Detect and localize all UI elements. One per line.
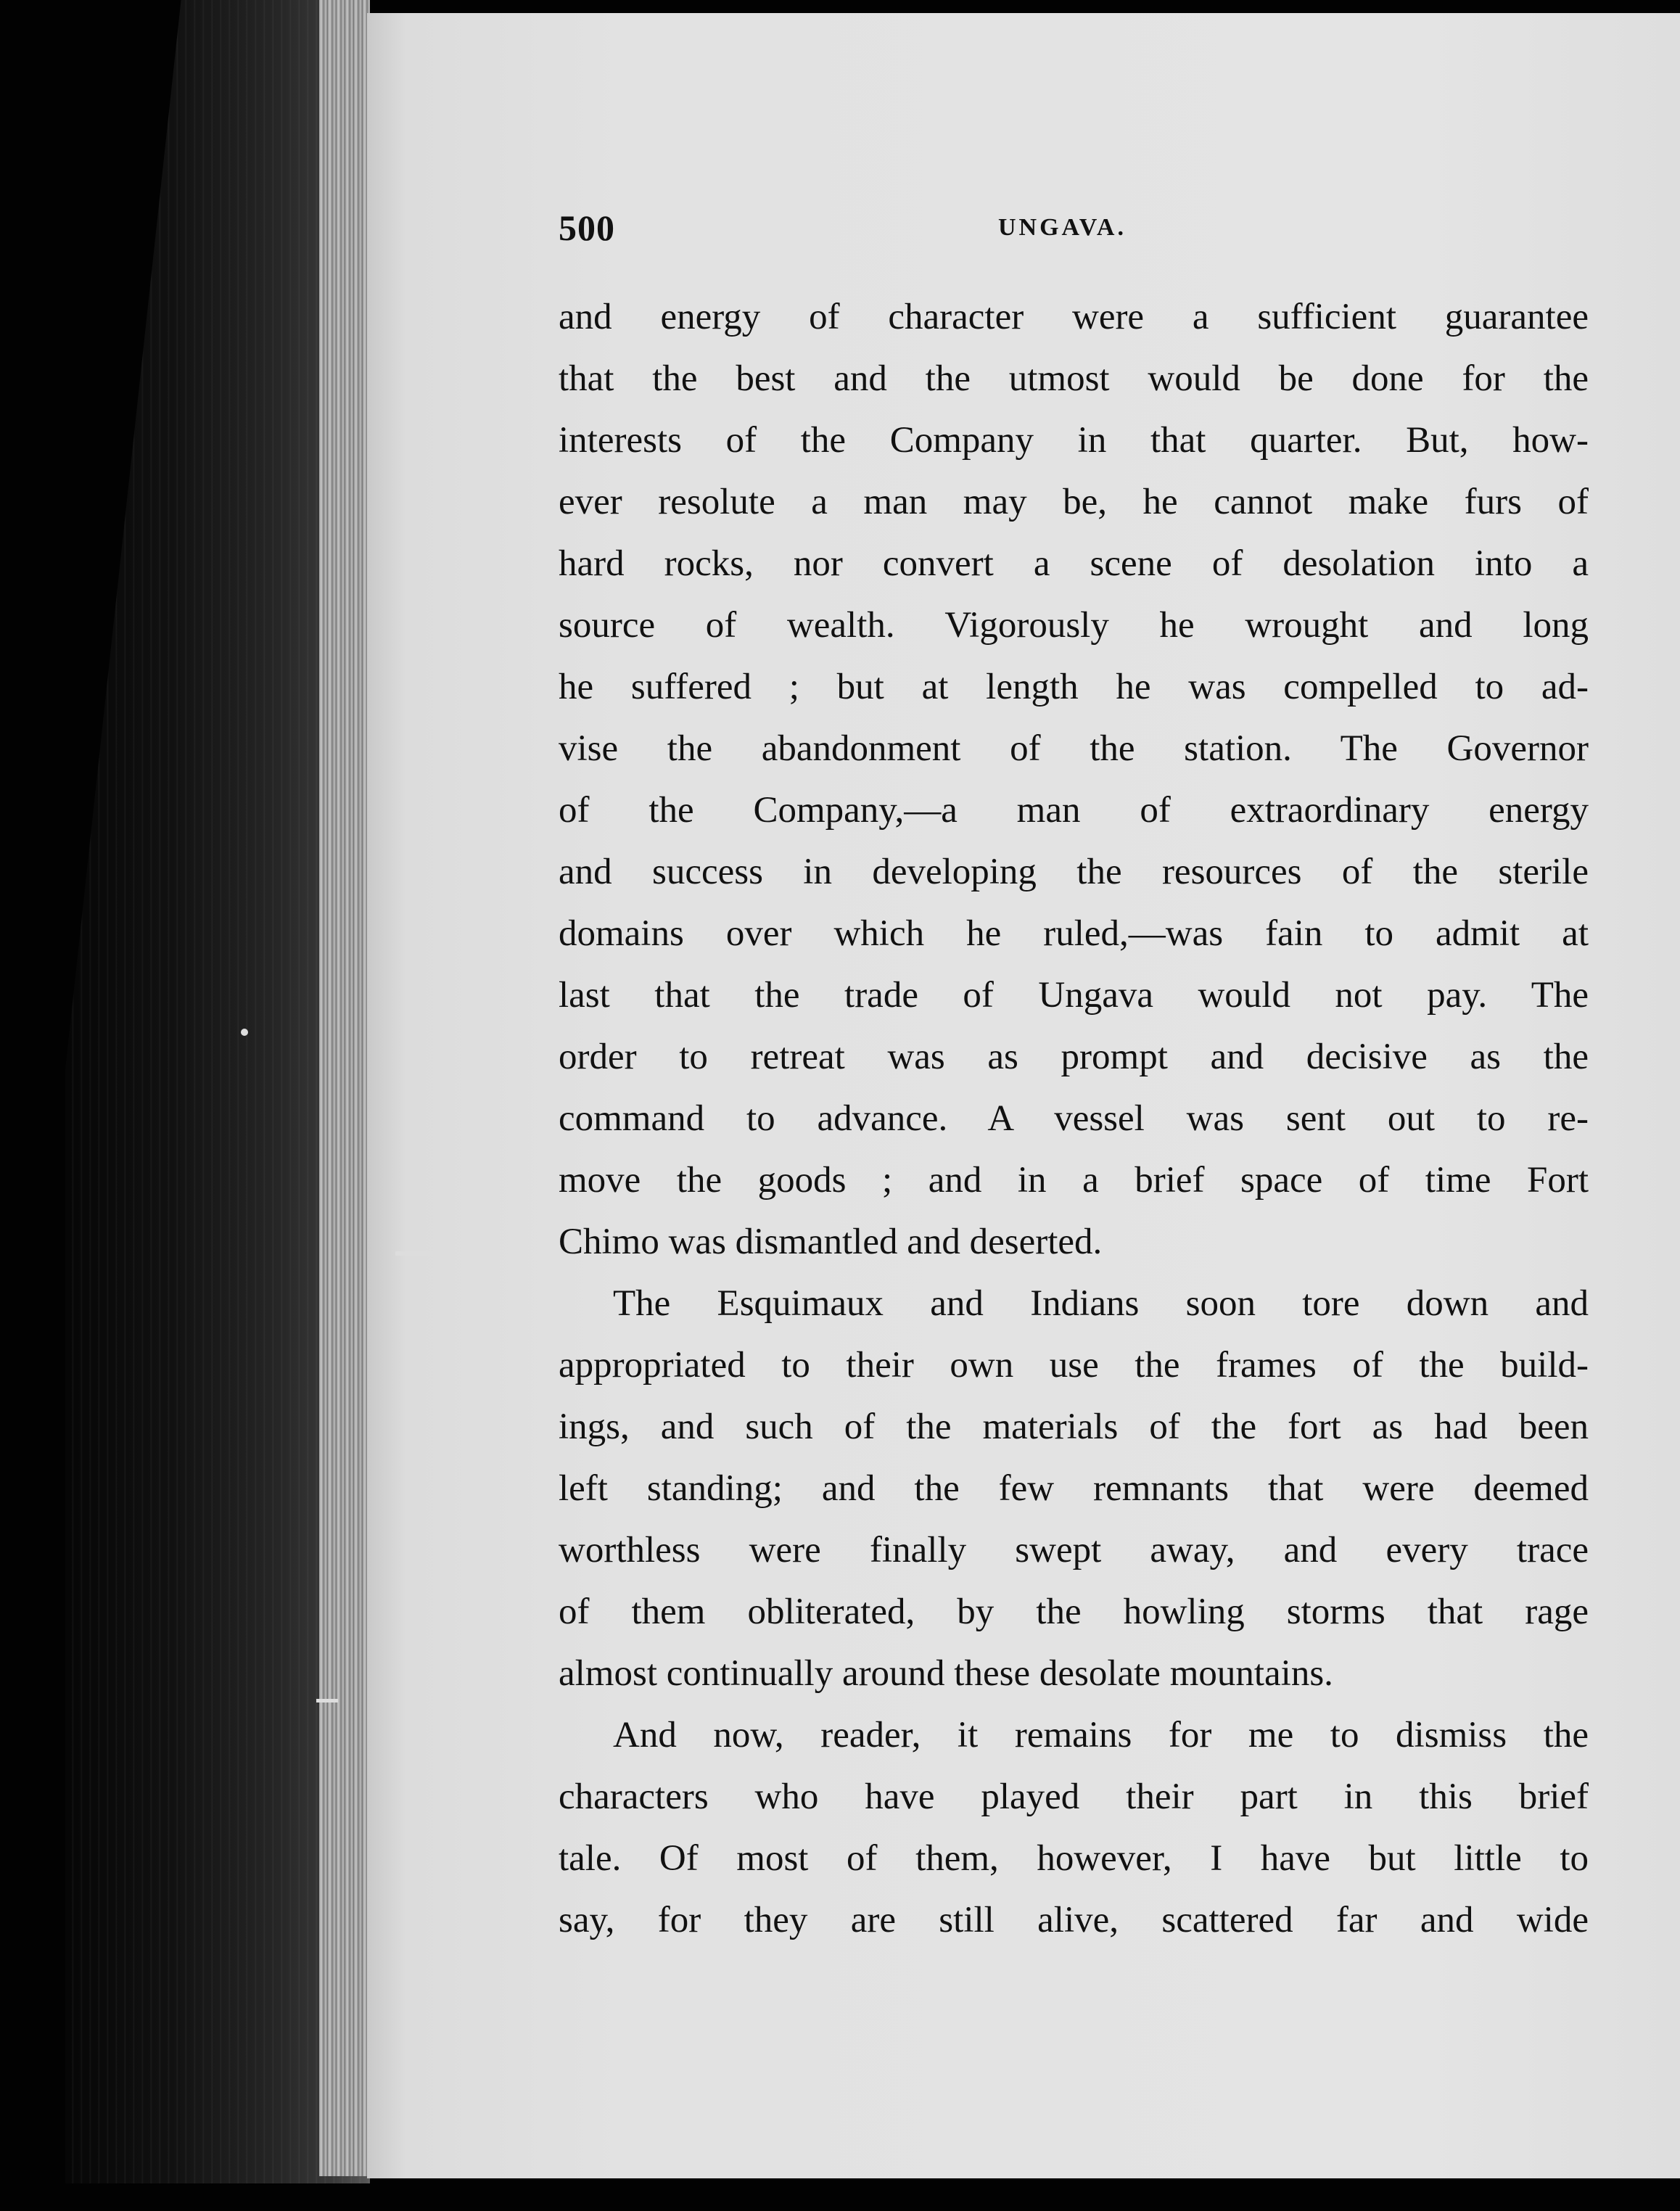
text-line: worthless were finally swept away, and every trace (559, 1530, 1589, 1570)
text-line: last that the trade of Ungava would not pay. The (559, 975, 1589, 1016)
text-line: source of wealth. Vigorously he wrought and long (559, 605, 1589, 646)
text-line: vise the abandonment of the station. The Governor (559, 728, 1589, 769)
page-header (559, 207, 1596, 272)
text-line: of the Company,—a man of extraordinary energy (559, 790, 1589, 831)
text-line: appropriated to their own use the frames of the build- (559, 1345, 1589, 1386)
text-line: move the goods ; and in a brief space of time Fort (559, 1160, 1589, 1201)
text-line: ever resolute a man may be, he cannot make furs of (559, 482, 1589, 522)
text-line: Chimo was dismantled and deserted. (559, 1222, 1103, 1262)
page-number: 500 (559, 207, 615, 248)
text-line: The Esquimaux and Indians soon tore down and (613, 1283, 1589, 1324)
paragraph (559, 1273, 1589, 1705)
text-line: and energy of character were a sufficient guarantee (559, 297, 1589, 337)
text-line: interests of the Company in that quarter. But, how- (559, 420, 1589, 461)
text-line: hard rocks, nor convert a scene of desolation into a (559, 543, 1589, 584)
text-line: of them obliterated, by the howling storms that rage (559, 1592, 1589, 1632)
scan-artifact (316, 1699, 338, 1702)
paragraph (559, 287, 1589, 1273)
body-text (559, 287, 1589, 1951)
text-line: And now, reader, it remains for me to dismiss the (613, 1715, 1589, 1755)
text-line: say, for they are still alive, scattered far and wide (559, 1900, 1589, 1940)
text-line: command to advance. A vessel was sent out to re- (559, 1098, 1589, 1139)
paragraph (559, 1705, 1589, 1951)
running-head: UNGAVA. (998, 214, 1127, 241)
text-line: he suffered ; but at length he was compelled to ad- (559, 667, 1589, 707)
text-line: characters who have played their part in this brief (559, 1776, 1589, 1817)
text-line: tale. Of most of them, however, I have but little to (559, 1838, 1589, 1879)
text-line: ings, and such of the materials of the fort as had been (559, 1407, 1589, 1447)
scan-artifact (395, 1251, 439, 1256)
text-line: that the best and the utmost would be done for the (559, 358, 1589, 399)
text-line: and success in developing the resources of the sterile (559, 852, 1589, 892)
book-page-edges-highlight (319, 0, 370, 2176)
scan-artifact (241, 1029, 248, 1036)
text-line: order to retreat was as prompt and decisive as the (559, 1037, 1589, 1077)
text-line: left standing; and the few remnants that were deemed (559, 1468, 1589, 1509)
text-line: almost continually around these desolate mountains. (559, 1653, 1333, 1694)
text-line: domains over which he ruled,—was fain to admit at (559, 913, 1589, 954)
